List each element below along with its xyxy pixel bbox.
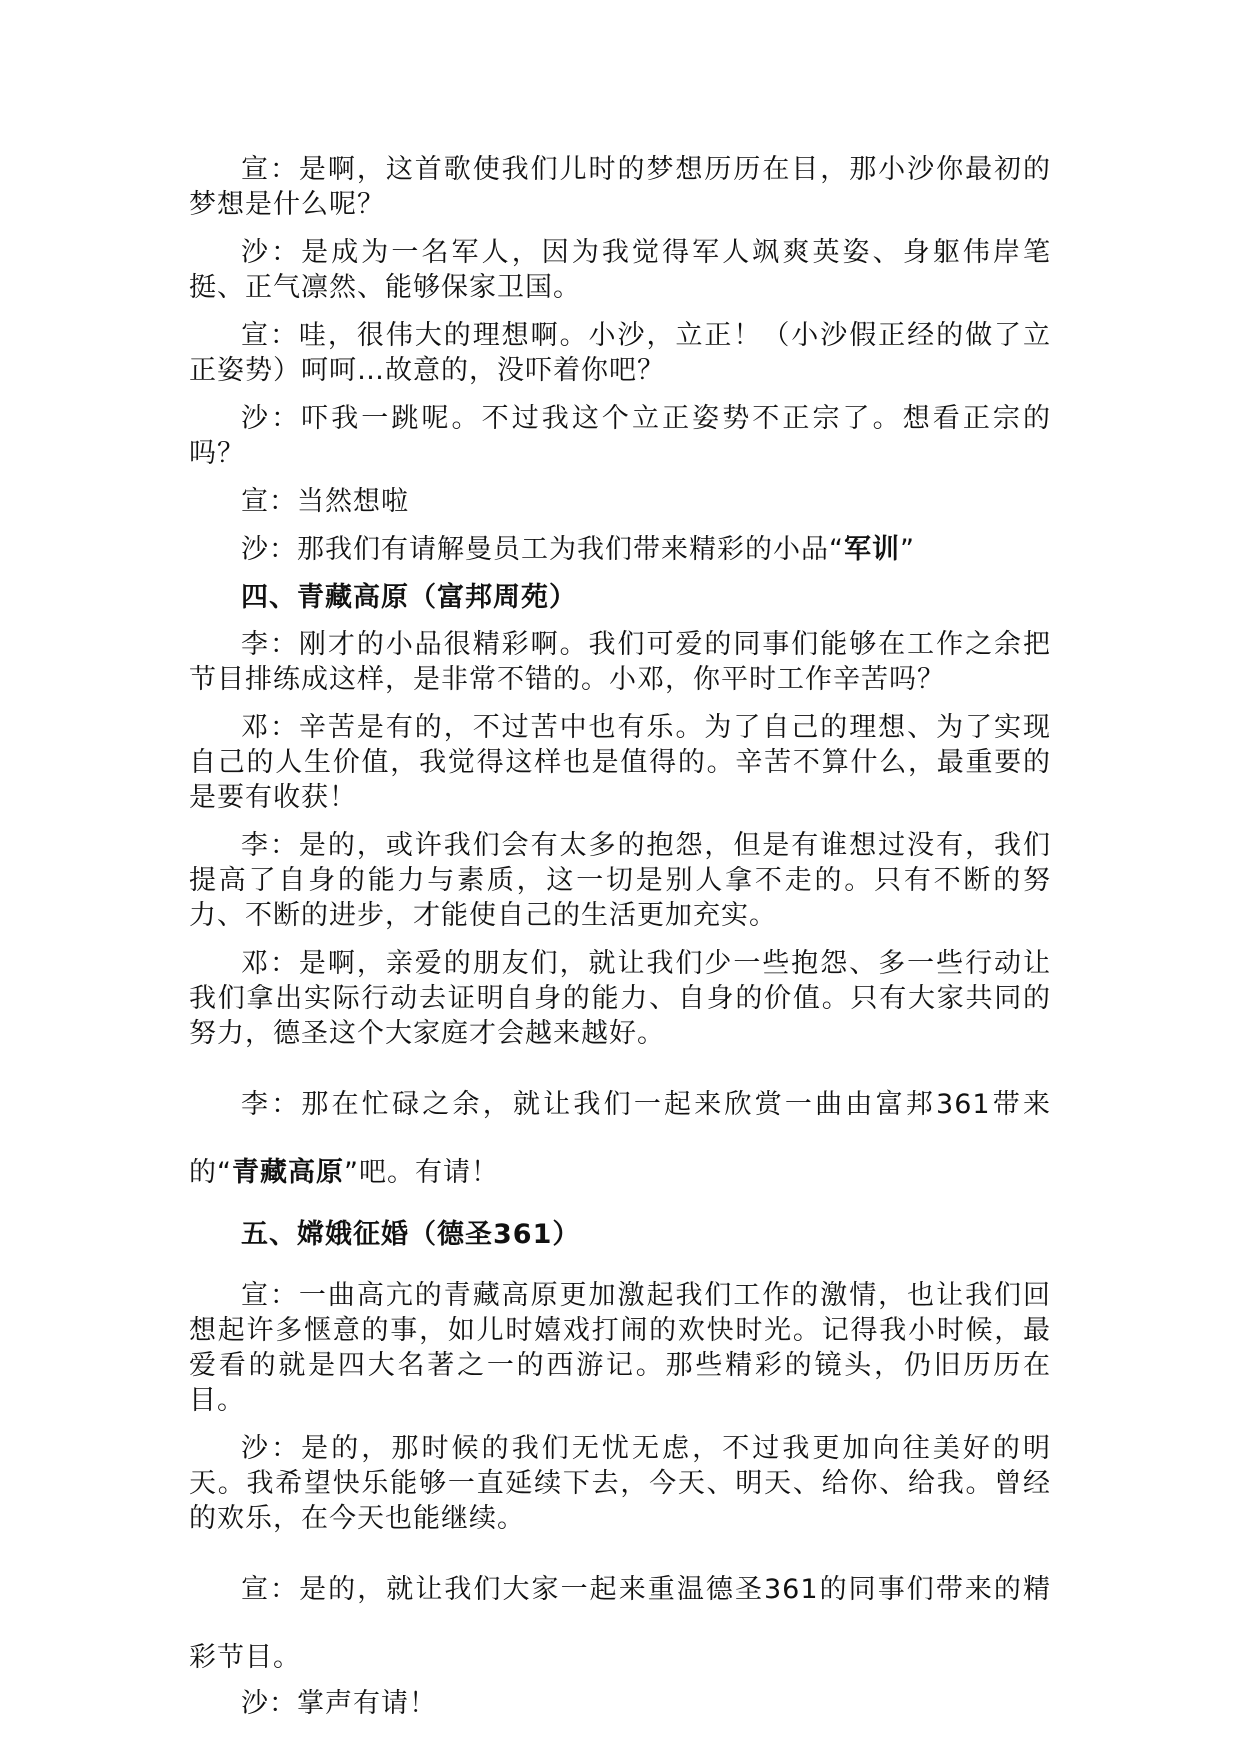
dialogue-paragraph: 邓：辛苦是有的，不过苦中也有乐。为了自己的理想、为了实现自己的人生价值，我觉得这样也是值得的。辛苦不算什么，最重要的是要有收获！	[189, 712, 1051, 813]
dialogue-paragraph: 李：是的，或许我们会有太多的抱怨，但是有谁想过没有，我们提高了自身的能力与素质，这一切是别人拿不走的。只有不断的努力、不断的进步，才能使自己的生活更加充实。	[189, 830, 1051, 931]
dialogue-paragraph	[189, 532, 1051, 567]
document-body	[189, 152, 1051, 1734]
dialogue-paragraph: 宣：一曲高亢的青藏高原更加激起我们工作的激情，也让我们回想起许多惬意的事，如儿时嬉戏打闹的欢快时光。记得我小时候，最爱看的就是四大名著之一的西游记。那些精彩的镜头，仍旧历历在目。	[189, 1280, 1051, 1416]
program-title-bold: 军训	[844, 534, 900, 565]
dialogue-paragraph: 沙：吓我一跳呢。不过我这个立正姿势不正宗了。想看正宗的吗？	[189, 403, 1051, 469]
dialogue-paragraph: 沙：掌声有请！	[241, 1688, 437, 1719]
dialogue-paragraph: 宣：是的，就让我们大家一起来重温德圣361的同事们带来的精彩节目。	[189, 1574, 1051, 1673]
program-title-bold: 青藏高原	[232, 1157, 344, 1188]
paragraph-text: ”	[900, 534, 915, 565]
paragraph-text: 沙：那我们有请解曼员工为我们带来精彩的小品“	[241, 534, 844, 565]
dialogue-paragraph: 沙：是成为一名军人，因为我觉得军人飒爽英姿、身躯伟岸笔挺、正气凛然、能够保家卫国。	[189, 237, 1051, 303]
dialogue-paragraph: 李：刚才的小品很精彩啊。我们可爱的同事们能够在工作之余把节目排练成这样，是非常不错的。小邓，你平时工作辛苦吗？	[189, 629, 1051, 695]
paragraph-text: 李：那在忙碌之余，就让我们一起来欣赏一曲由富邦361带来的“	[189, 1089, 1051, 1188]
dialogue-paragraph: 宣：当然想啦	[241, 486, 409, 517]
dialogue-paragraph: 邓：是啊，亲爱的朋友们，就让我们少一些抱怨、多一些行动让我们拿出实际行动去证明自身的能力、自身的价值。只有大家共同的努力，德圣这个大家庭才会越来越好。	[189, 948, 1051, 1049]
dialogue-paragraph	[189, 1071, 1051, 1207]
paragraph-text: ”吧。有请！	[344, 1157, 499, 1188]
dialogue-paragraph: 宣：哇，很伟大的理想啊。小沙，立正！（小沙假正经的做了立正姿势）呵呵…故意的，没吓着你吧？	[189, 320, 1051, 386]
section-heading-5: 五、嫦娥征婚（德圣361）	[241, 1219, 581, 1250]
section-heading-4: 四、青藏高原（富邦周苑）	[241, 582, 577, 613]
dialogue-paragraph: 宣：是啊，这首歌使我们儿时的梦想历历在目，那小沙你最初的梦想是什么呢？	[189, 154, 1051, 220]
dialogue-paragraph: 沙：是的，那时候的我们无忧无虑，不过我更加向往美好的明天。我希望快乐能够一直延续下去，今天、明天、给你、给我。曾经的欢乐，在今天也能继续。	[189, 1433, 1051, 1534]
